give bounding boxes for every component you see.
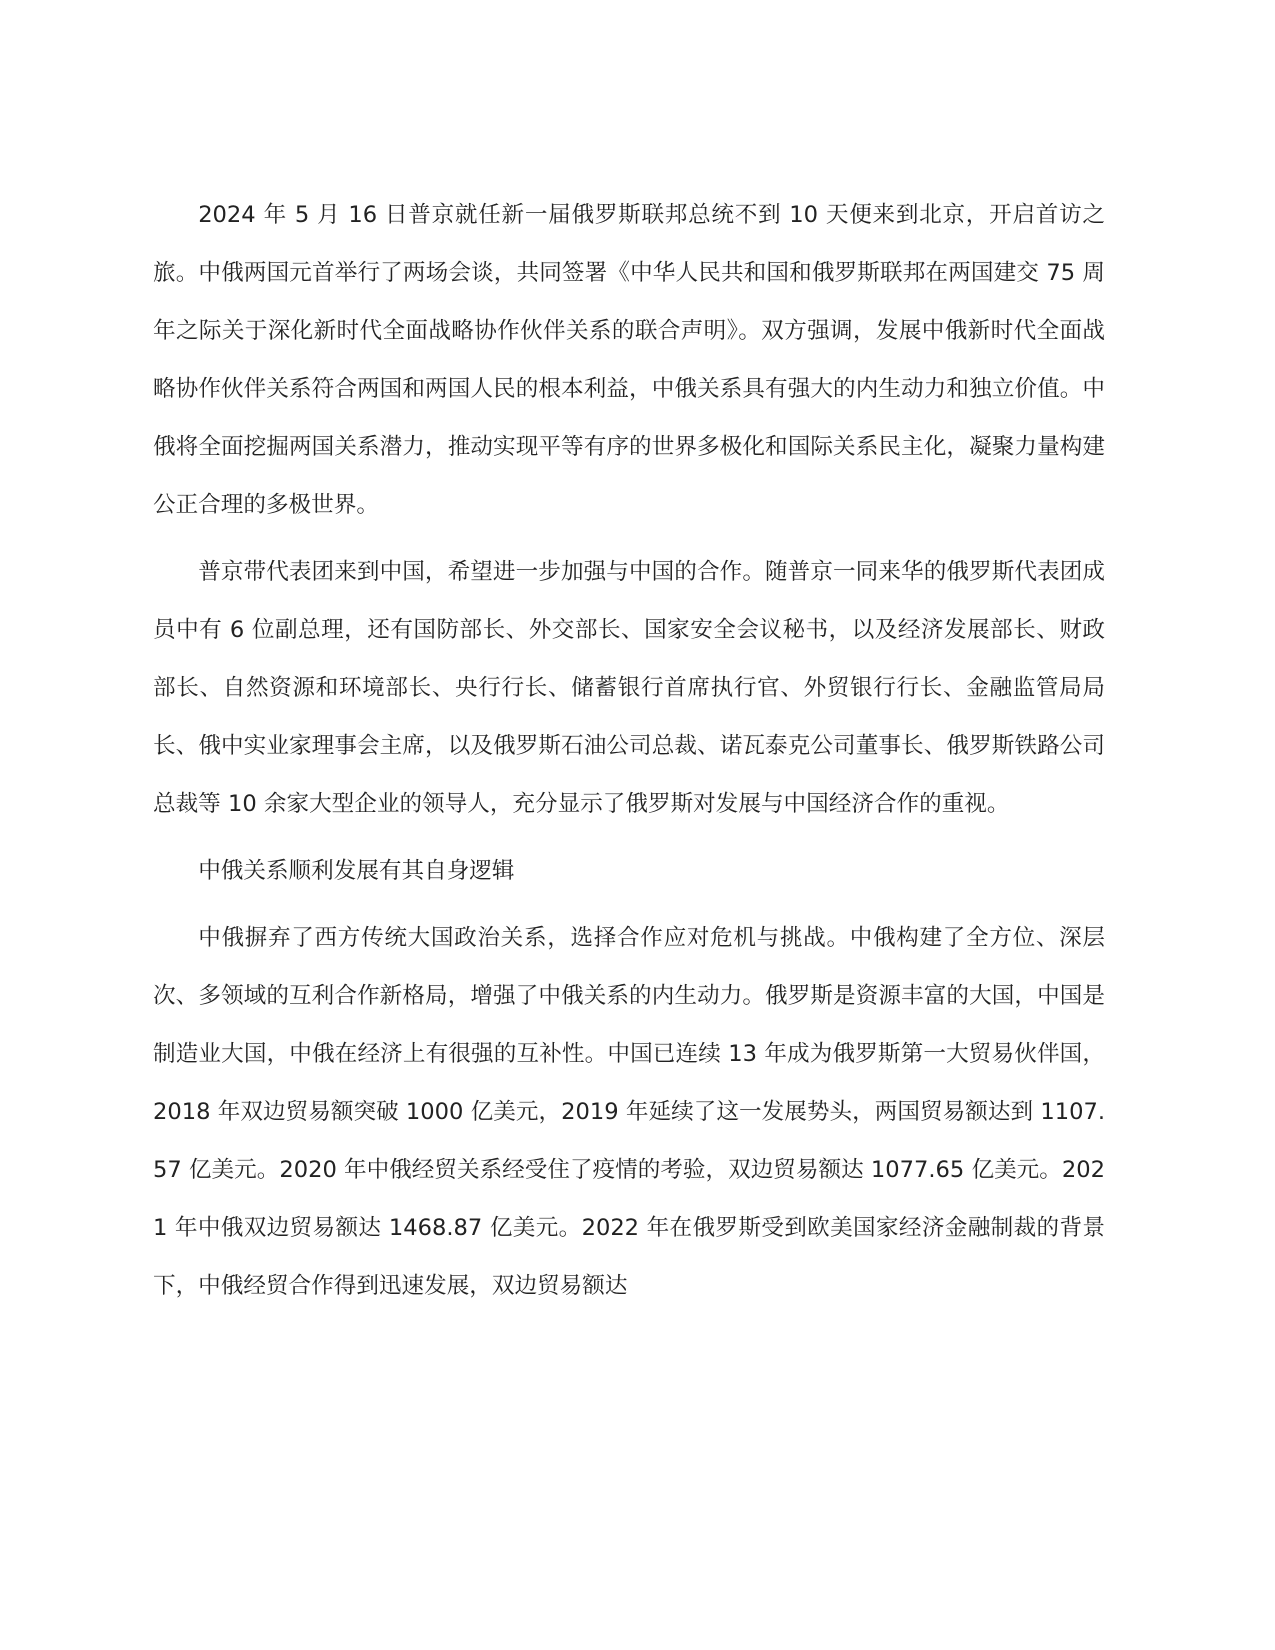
section-heading: 中俄关系顺利发展有其自身逻辑	[198, 858, 515, 884]
document-body	[153, 186, 1105, 1324]
paragraph-economic-cooperation: 中俄摒弃了西方传统大国政治关系，选择合作应对危机与挑战。中俄构建了全方位、深层次、多领域的互利合作新格局，增强了中俄关系的内生动力。俄罗斯是资源丰富的大国，中国是制造业大国，中俄在经济上有很强的互补性。中国已连续 13 年成为俄罗斯第一大贸易伙伴国，2018 年双边贸易额突破 1000 亿美元，2019 年延续了这一发展势头，两国贸易额达到 1107.57 亿美元。2020 年中俄经贸关系经受住了疫情的考验，双边贸易额达 1077.65 亿美元。2021 年中俄双边贸易额达 1468.87 亿美元。2022 年在俄罗斯受到欧美国家经济金融制裁的背景下，中俄经贸合作得到迅速发展，双边贸易额达	[153, 925, 1105, 1299]
paragraph-putin-visit: 2024 年 5 月 16 日普京就任新一届俄罗斯联邦总统不到 10 天便来到北京，开启首访之旅。中俄两国元首举行了两场会谈，共同签署《中华人民共和国和俄罗斯联邦在两国建交 75 周年之际关于深化新时代全面战略协作伙伴关系的联合声明》。双方强调，发展中俄新时代全面战略协作伙伴关系符合两国和两国人民的根本利益，中俄关系具有强大的内生动力和独立价值。中俄将全面挖掘两国关系潜力，推动实现平等有序的世界多极化和国际关系民主化，凝聚力量构建公正合理的多极世界。	[153, 202, 1105, 518]
paragraph-delegation: 普京带代表团来到中国，希望进一步加强与中国的合作。随普京一同来华的俄罗斯代表团成员中有 6 位副总理，还有国防部长、外交部长、国家安全会议秘书，以及经济发展部长、财政部长、自然资源和环境部长、央行行长、储蓄银行首席执行官、外贸银行行长、金融监管局局长、俄中实业家理事会主席，以及俄罗斯石油公司总裁、诺瓦泰克公司董事长、俄罗斯铁路公司总裁等 10 余家大型企业的领导人，充分显示了俄罗斯对发展与中国经济合作的重视。	[153, 559, 1105, 817]
